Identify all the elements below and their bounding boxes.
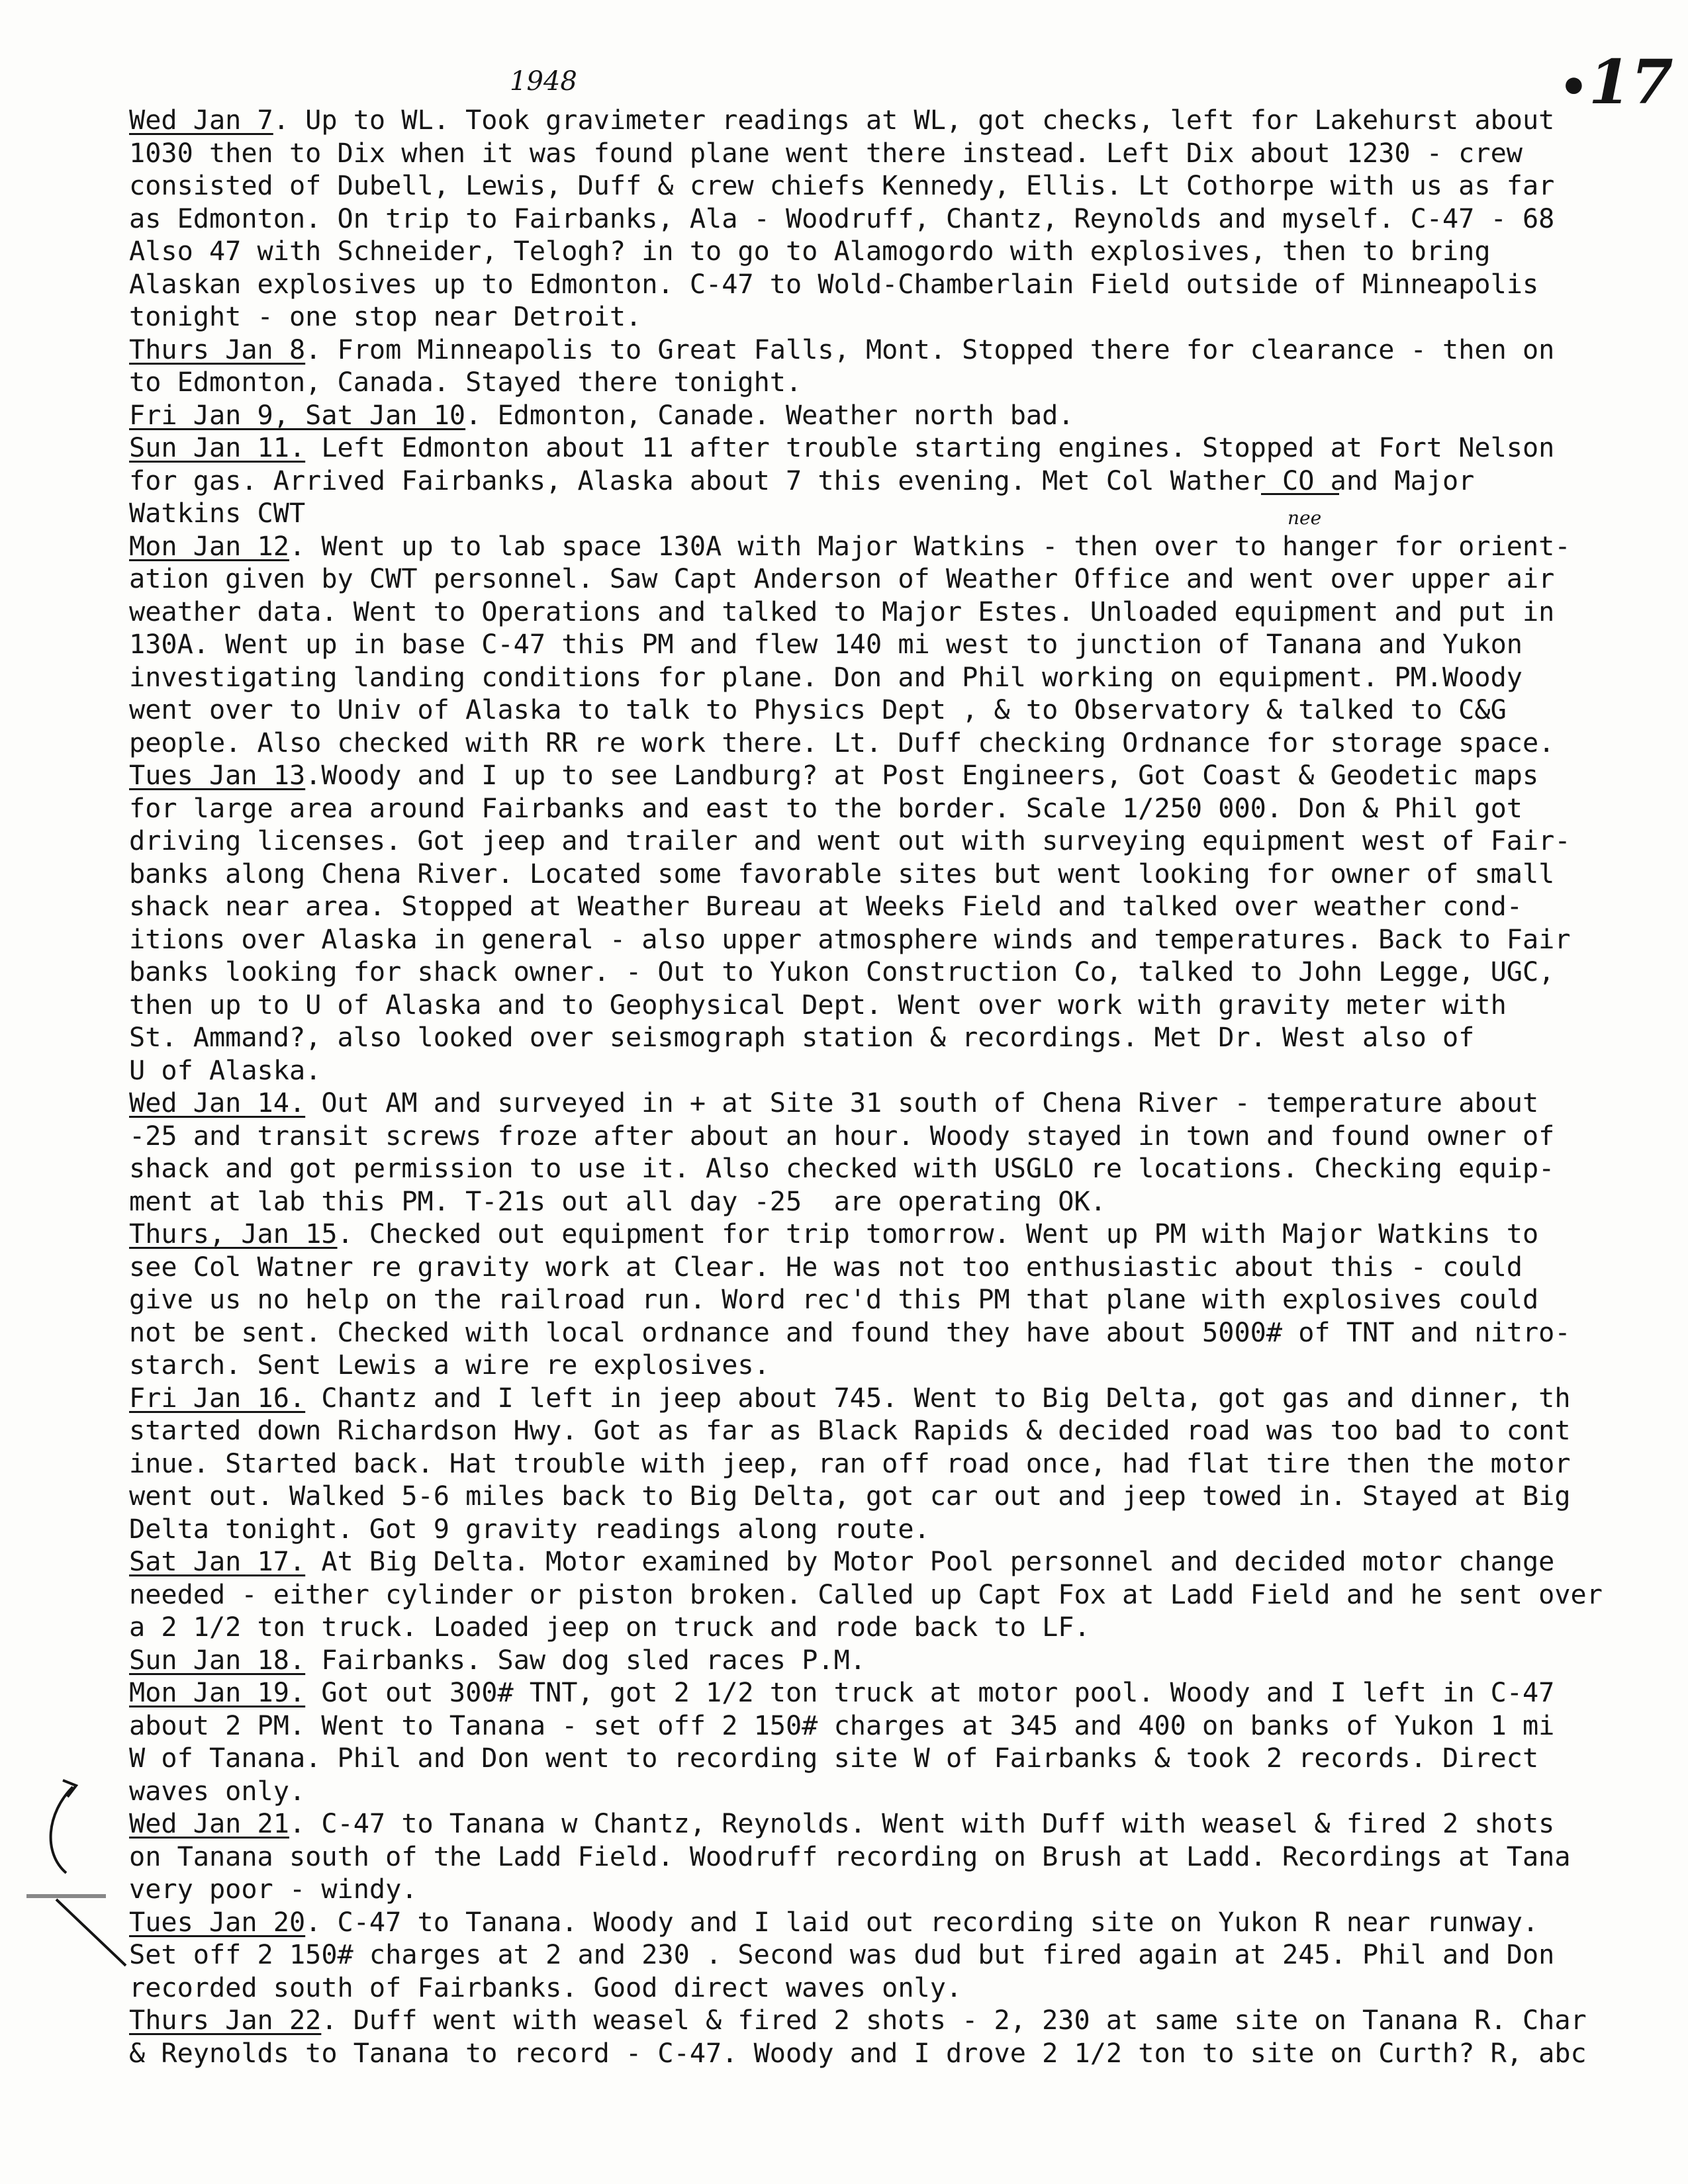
entry-line-with-date	[129, 2005, 1665, 2038]
entry-date-label: Tues Jan 13	[129, 760, 306, 791]
entry-text: went over to Univ of Alaska to talk to Physics Dept , & to Observatory & talked to C&G	[129, 695, 1507, 725]
entry-line	[129, 138, 1665, 171]
entry-text: U of Alaska.	[129, 1055, 322, 1086]
entry-text: . Checked out equipment for trip tomorrow. Went up PM with Major Watkins to	[337, 1219, 1539, 1250]
entry-text: ment at lab this PM. T-21s out all day -25 are operating OK.	[129, 1186, 1106, 1217]
entry-line	[129, 1514, 1665, 1547]
entry-line	[129, 203, 1665, 236]
entry-line	[129, 1874, 1665, 1907]
entry-date-label: Sat Jan 17.	[129, 1547, 306, 1577]
entry-line	[129, 1841, 1665, 1874]
entry-date-label: Wed Jan 7	[129, 105, 273, 136]
entry-line-with-date	[129, 531, 1665, 564]
entry-line	[129, 1743, 1665, 1776]
entry-text: very poor - windy.	[129, 1874, 418, 1905]
entry-text: went out. Walked 5-6 miles back to Big Delta, got car out and jeep towed in. Stayed at Big	[129, 1481, 1571, 1512]
entry-text: needed - either cylinder or piston broken. Called up Capt Fox at Ladd Field and he sent over	[129, 1579, 1603, 1610]
entry-line	[129, 1415, 1665, 1448]
entry-text: Watkins CWT	[129, 498, 306, 529]
entry-date-label: Mon Jan 19.	[129, 1678, 306, 1708]
page-number: •17	[1559, 46, 1673, 118]
entry-text: see Col Watner re gravity work at Clear. He was not too enthusiastic about this - could	[129, 1251, 1523, 1283]
entry-text: not be sent. Checked with local ordnance and found they have about 5000# of TNT and nitro-	[129, 1317, 1571, 1348]
entry-line-with-date	[129, 432, 1665, 465]
entry-date-label: Tues Jan 20	[129, 1907, 306, 1938]
entry-text: about 2 PM. Went to Tanana - set off 2 150# charges at 345 and 400 on banks of Yukon 1 mi	[129, 1710, 1555, 1741]
entry-text: shack and got permission to use it. Also checked with USGLO re locations. Checking equip-	[129, 1154, 1555, 1184]
entry-text: tonight - one stop near Detroit.	[129, 302, 642, 332]
entry-text: to Edmonton, Canada. Stayed there tonight.	[129, 367, 802, 398]
entry-line	[129, 236, 1665, 269]
entry-date-label: Mon Jan 12	[129, 531, 289, 562]
entry-line	[129, 1022, 1665, 1055]
entry-line	[129, 465, 1665, 498]
entry-text: . From Minneapolis to Great Falls, Mont. Stopped there for clearance - then on	[305, 334, 1555, 365]
entry-text: St. Ammand?, also looked over seismograph station & recordings. Met Dr. West also of	[129, 1023, 1475, 1053]
entry-text: At Big Delta. Motor examined by Motor Pool personnel and decided motor change	[305, 1547, 1555, 1577]
entry-text: -25 and transit screws froze after about an hour. Woody stayed in town and found owner of	[129, 1120, 1555, 1152]
entry-text: 130A. Went up in base C-47 this PM and flew 140 mi west to junction of Tanana and Yukon	[129, 629, 1523, 660]
entry-date-label: Sun Jan 11.	[129, 433, 306, 463]
entry-line	[129, 989, 1665, 1023]
entry-text: Out AM and surveyed in + at Site 31 south of Chena River - temperature about	[305, 1088, 1539, 1118]
entry-line	[129, 367, 1665, 400]
entry-text: Fairbanks. Saw dog sled races P.M.	[305, 1645, 866, 1676]
entry-line-with-date	[129, 1677, 1665, 1710]
entry-text: . C-47 to Tanana. Woody and I laid out recording site on Yukon R near runway.	[305, 1907, 1539, 1938]
entry-date-label: Wed Jan 21	[129, 1809, 289, 1839]
entry-date-label: Wed Jan 14.	[129, 1088, 306, 1118]
entry-text: Chantz and I left in jeep about 745. Went to Big Delta, got gas and dinner, th	[305, 1383, 1571, 1414]
entry-date-label: Sun Jan 18.	[129, 1645, 306, 1676]
entry-line	[129, 956, 1665, 989]
entry-text: banks along Chena River. Located some favorable sites but went looking for owner of small	[129, 858, 1555, 889]
entry-line	[129, 1284, 1665, 1317]
entry-line	[129, 1153, 1665, 1186]
page-number-value: 17	[1588, 46, 1673, 118]
entry-text: Alaskan explosives up to Edmonton. C-47 to Wold-Chamberlain Field outside of Minneapolis	[129, 269, 1539, 300]
entry-line	[129, 1612, 1665, 1645]
entry-text: & Reynolds to Tanana to record - C-47. Woody and I drove 2 1/2 ton to site on Curth? R, abc	[129, 2038, 1587, 2069]
handwritten-nee-note: nee	[1288, 507, 1322, 529]
entry-text: . Edmonton, Canade. Weather north bad.	[465, 400, 1074, 431]
entry-line	[129, 662, 1665, 695]
entry-line	[129, 563, 1665, 596]
year-heading: 1948	[510, 66, 577, 97]
entry-line-with-date	[129, 105, 1665, 138]
entry-text: people. Also checked with RR re work there. Lt. Duff checking Ordnance for storage space.	[129, 727, 1555, 758]
entry-text: as Edmonton. On trip to Fairbanks, Ala - Woodruff, Chantz, Reynolds and myself. C-47 - 68	[129, 203, 1555, 234]
entry-text: then up to U of Alaska and to Geophysical Dept. Went over work with gravity meter with	[129, 989, 1507, 1021]
entry-line	[129, 727, 1665, 760]
entry-line-with-date	[129, 400, 1665, 433]
entry-text: ation given by CWT personnel. Saw Capt Anderson of Weather Office and went over upper air	[129, 564, 1555, 594]
entry-line-with-date	[129, 1087, 1665, 1120]
entry-text: itions over Alaska in general - also upper atmosphere winds and temperatures. Back to Fair	[129, 924, 1571, 955]
entry-line	[129, 596, 1665, 629]
entry-line	[129, 269, 1665, 302]
entry-text: shack near area. Stopped at Weather Bureau at Weeks Field and talked over weather cond-	[129, 891, 1523, 922]
entry-text: Delta tonight. Got 9 gravity readings along route.	[129, 1514, 930, 1545]
entry-text: banks looking for shack owner. - Out to Yukon Construction Co, talked to John Legge, UGC,	[129, 957, 1555, 987]
entry-line	[129, 1710, 1665, 1743]
entry-date-label: Thurs, Jan 15	[129, 1219, 338, 1250]
entry-line	[129, 1317, 1665, 1350]
diary-entries	[129, 105, 1665, 2070]
entry-line	[129, 1349, 1665, 1383]
entry-text: weather data. Went to Operations and talked to Major Estes. Unloaded equipment and put in	[129, 596, 1555, 627]
entry-line	[129, 1055, 1665, 1088]
entry-text: . Up to WL. Took gravimeter readings at WL, got checks, left for Lakehurst about	[273, 105, 1555, 136]
entry-line	[129, 1972, 1665, 2005]
entry-line	[129, 498, 1665, 531]
entry-line-with-date	[129, 334, 1665, 367]
entry-text: . C-47 to Tanana w Chantz, Reynolds. Went with Duff with weasel & fired 2 shots	[289, 1809, 1555, 1839]
entry-text: give us no help on the railroad run. Word rec'd this PM that plane with explosives could	[129, 1285, 1539, 1315]
entry-line	[129, 793, 1665, 826]
entry-line	[129, 825, 1665, 858]
entry-text: starch. Sent Lewis a wire re explosives.	[129, 1350, 770, 1381]
entry-date-label: Fri Jan 16.	[129, 1383, 306, 1414]
entry-text: on Tanana south of the Ladd Field. Woodruff recording on Brush at Ladd. Recordings at Tana	[129, 1841, 1571, 1872]
entry-text: recorded south of Fairbanks. Good direct waves only.	[129, 1972, 962, 2003]
entry-text: Set off 2 150# charges at 2 and 230 . Second was dud but fired again at 245. Phil and Don	[129, 1940, 1555, 1970]
entry-date-label: Thurs Jan 22	[129, 2005, 322, 2036]
entry-text: started down Richardson Hwy. Got as far as Black Rapids & decided road was too bad to cont	[129, 1416, 1571, 1446]
entry-line-with-date	[129, 1546, 1665, 1579]
entry-text: Got out 300# TNT, got 2 1/2 ton truck at motor pool. Woody and I left in C-47	[305, 1678, 1555, 1708]
entry-text: for large area around Fairbanks and east to the border. Scale 1/250 000. Don & Phil got	[129, 793, 1523, 824]
entry-line-with-date	[129, 1218, 1665, 1251]
entry-line	[129, 1120, 1665, 1154]
entry-text: for gas. Arrived Fairbanks, Alaska about 7 this evening. Met Col Wather CO and Major	[129, 465, 1475, 496]
entry-line	[129, 924, 1665, 957]
entry-text: . Duff went with weasel & fired 2 shots - 2, 230 at same site on Tanana R. Char	[321, 2005, 1587, 2036]
entry-line	[129, 2038, 1665, 2071]
entry-text: investigating landing conditions for plane. Don and Phil working on equipment. PM.Woody	[129, 662, 1523, 693]
entry-text: W of Tanana. Phil and Don went to recording site W of Fairbanks & took 2 records. Direct	[129, 1743, 1539, 1774]
entry-text: a 2 1/2 ton truck. Loaded jeep on truck and rode back to LF.	[129, 1612, 1090, 1643]
entry-line	[129, 301, 1665, 334]
entry-line	[129, 1480, 1665, 1514]
entry-text: driving licenses. Got jeep and trailer and went out with surveying equipment west of Fair-	[129, 826, 1571, 856]
entry-text: consisted of Dubell, Lewis, Duff & crew chiefs Kennedy, Ellis. Lt Cothorpe with us as far	[129, 171, 1555, 201]
entry-line	[129, 170, 1665, 203]
entry-line-with-date	[129, 1383, 1665, 1416]
entry-line-with-date	[129, 1907, 1665, 1940]
entry-line	[129, 1579, 1665, 1612]
margin-arrow-mark	[26, 1774, 139, 1992]
entry-text: .Woody and I up to see Landburg? at Post Engineers, Got Coast & Geodetic maps	[305, 760, 1539, 791]
entry-line-with-date	[129, 1645, 1665, 1678]
entry-line	[129, 1251, 1665, 1285]
entry-text: Also 47 with Schneider, Telogh? in to go to Alamogordo with explosives, then to bring	[129, 236, 1491, 267]
entry-text: Left Edmonton about 11 after trouble starting engines. Stopped at Fort Nelson	[305, 433, 1555, 463]
entry-text: inue. Started back. Hat trouble with jeep, ran off road once, had flat tire then the motor	[129, 1448, 1571, 1479]
entry-line	[129, 1448, 1665, 1481]
entry-text: . Went up to lab space 130A with Major Watkins - then over to hanger for orient-	[289, 531, 1571, 562]
entry-line	[129, 1776, 1665, 1809]
entry-line	[129, 858, 1665, 891]
entry-line	[129, 629, 1665, 662]
entry-date-label: Thurs Jan 8	[129, 334, 306, 365]
entry-line	[129, 1939, 1665, 1972]
entry-line	[129, 891, 1665, 924]
entry-date-label: Fri Jan 9, Sat Jan 10	[129, 400, 466, 431]
entry-line-with-date	[129, 1808, 1665, 1841]
entry-line	[129, 694, 1665, 727]
entry-line	[129, 1186, 1665, 1219]
entry-text: 1030 then to Dix when it was found plane went there instead. Left Dix about 1230 - crew	[129, 138, 1523, 169]
entry-line-with-date	[129, 760, 1665, 793]
entry-text: waves only.	[129, 1776, 306, 1807]
